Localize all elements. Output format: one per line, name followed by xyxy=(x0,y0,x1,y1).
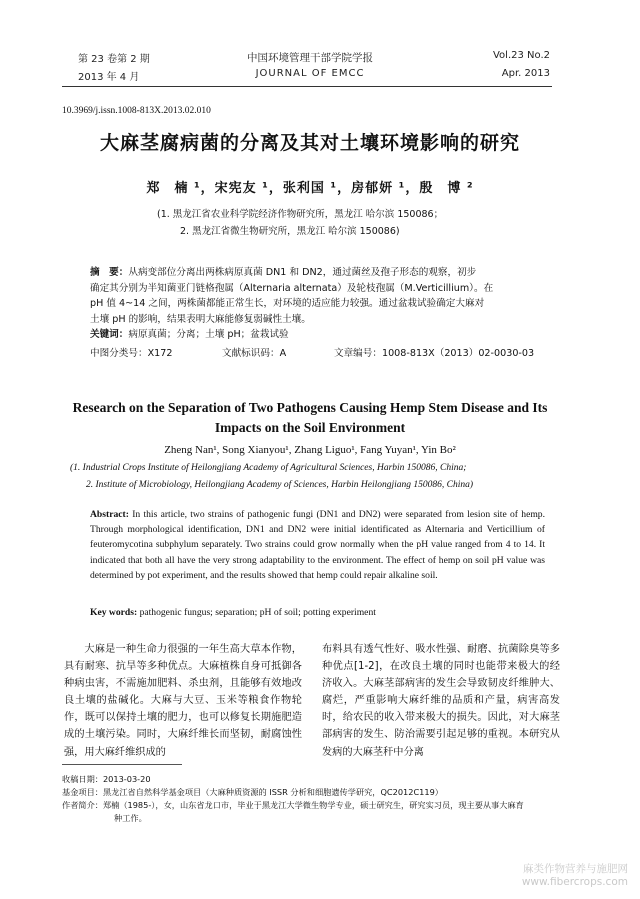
watermark-line-2: www.fibercrops.com xyxy=(521,876,628,888)
header-rule xyxy=(62,86,552,87)
article-id-group xyxy=(334,345,534,359)
doc-code: A xyxy=(279,348,287,359)
abstract-en-text: In this article, two strains of pathogenic fungi (DN1 and DN2) were separated from lesion site of hemp. Through morphological identification, DN1 and DN2 were initial identificated as Alternaria and Verticillium of feuteromycotina subphylum separately. Two strains could grow normally when the pH value ranged from 4 to 14. It indicated that both all have the very strong adaptability to the environment. The effect of hemp on soil pH value was determined by pot experiment, and the results showed that hemp could repair alkaline soil. xyxy=(90,509,545,581)
affiliation-cn-1: (1. 黑龙江省农业科学院经济作物研究所，黑龙江 哈尔滨 150086； xyxy=(157,209,444,220)
body-left-column: 大麻是一种生命力很强的一年生高大草本作物，具有耐寒、抗旱等多种优点。大麻植株自身可抵御各种病虫害，不需施加肥料、杀虫剂，且能够有效地改良土壤的盐碱化。大麻与大豆、玉米等粮食作物轮作，既可以保持土壤的肥力，也可以修复长期施肥造成的土壤污染。同时，大麻纤维长而坚韧，耐腐蚀性强，用大麻纤维织成的 xyxy=(64,644,302,758)
body-right-column: 布料具有透气性好、吸水性强、耐磨、抗菌除臭等多种优点[1-2]，在改良土壤的同时也能带来极大的经济收入。大麻茎部病害的发生会导致韧皮纤维肿大、腐烂，严重影响大麻纤维的品质和产量，病害高发时，给农民的收入带来极大的损失。因此，对大麻茎部病害的发生、防治需要引起足够的重视。本研究从发病的大麻茎秆中分离 xyxy=(322,644,560,758)
affiliation-en-2: 2. Institute of Microbiology, Heilongjiang Academy of Sciences, Harbin Heilongjiang 150086, China) xyxy=(86,480,474,490)
classification-row xyxy=(90,345,172,359)
received-date: 2013-03-20 xyxy=(102,774,151,784)
title-en: Research on the Separation of Two Pathogens Causing Hemp Stem Disease and Its Impacts on the Soil Environment xyxy=(72,400,548,435)
abstract-cn-line-1: 从病变部位分离出两株病原真菌 DN1 和 DN2，通过菌丝及孢子形态的观察，初步 xyxy=(128,267,477,278)
affiliation-cn-2: 2. 黑龙江省微生物研究所，黑龙江 哈尔滨 150086) xyxy=(180,226,400,237)
keywords-en-label: Key words: xyxy=(90,607,138,618)
date-en: Apr. 2013 xyxy=(501,68,550,79)
abstract-en-label: Abstract: xyxy=(90,509,129,520)
date-cn: 2013 年 4 月 xyxy=(78,72,140,83)
abstract-cn-line-2: 确定其分别为半知菌亚门链格孢属（Alternaria alternata）及轮枝孢属（M.Verticillium）。在 xyxy=(90,282,494,294)
keywords-cn: 病原真菌；分离；土壤 pH；盆栽试验 xyxy=(128,329,289,340)
volume-cn: 第 23 卷第 2 期 xyxy=(78,54,150,65)
journal-title-cn: 中国环境管理干部学院学报 xyxy=(247,52,373,64)
footnote-rule xyxy=(62,764,182,765)
clc-number: X172 xyxy=(147,348,173,359)
affiliation-en-1: (1. Industrial Crops Institute of Heilongjiang Academy of Agricultural Sciences, Harbin 150086, China; xyxy=(70,463,467,473)
article-id: 1008-813X（2013）02-0030-03 xyxy=(381,348,535,359)
abstract-cn-line-3: pH 值 4~14 之间，两株菌都能正常生长，对环境的适应能力较强。通过盆栽试验确定大麻对 xyxy=(90,298,485,309)
abstract-cn-line-4: 土壤 pH 的影响，结果表明大麻能修复弱碱性土壤。 xyxy=(90,313,311,325)
authors-en: Zheng Nan¹, Song Xianyou¹, Zhang Liguo¹, Fang Yuyan¹, Yin Bo² xyxy=(164,444,456,456)
watermark xyxy=(522,863,628,889)
authors-cn: 郑 楠 ¹，宋宪友 ¹，张利国 ¹，房郁妍 ¹，殷 博 ² xyxy=(146,181,474,196)
watermark-line-1: 麻类作物营养与施肥网 xyxy=(523,863,628,875)
title-cn: 大麻茎腐病菌的分离及其对土壤环境影响的研究 xyxy=(99,132,520,154)
article-id-label: 文章编号： xyxy=(334,348,382,359)
doc-code-label: 文献标识码： xyxy=(222,348,280,359)
abstract-cn-label: 摘 要： xyxy=(90,267,129,278)
received-label: 收稿日期： xyxy=(62,774,103,784)
keywords-cn-label: 关键词： xyxy=(90,329,129,340)
keywords-en-row xyxy=(90,605,545,620)
volume-en: Vol.23 No.2 xyxy=(492,50,550,61)
doi: 10.3969/j.issn.1008-813X.2013.02.010 xyxy=(62,106,211,116)
footnotes xyxy=(62,773,552,825)
author-bio-line-2: 种工作。 xyxy=(114,813,147,823)
doc-code-group xyxy=(222,345,286,359)
fund-label: 基金项目： xyxy=(62,787,103,797)
keywords-en: pathogenic fungus; separation; pH of soil; potting experiment xyxy=(137,607,376,618)
fund-text: 黑龙江省自然科学基金项目（大麻种质资源的 ISSR 分析和细胞遗传学研究，QC2012C119） xyxy=(102,787,443,797)
clc-label: 中图分类号： xyxy=(90,348,148,359)
abstract-en xyxy=(90,507,545,583)
author-bio-line-1: 郑楠（1985-），女，山东省龙口市，毕业于黑龙江大学微生物学专业，硕士研究生，研究实习员，现主要从事大麻育 xyxy=(102,800,524,810)
journal-title-en: JOURNAL OF EMCC xyxy=(255,68,365,79)
author-bio-label: 作者简介： xyxy=(62,800,103,810)
abstract-cn xyxy=(90,265,542,343)
